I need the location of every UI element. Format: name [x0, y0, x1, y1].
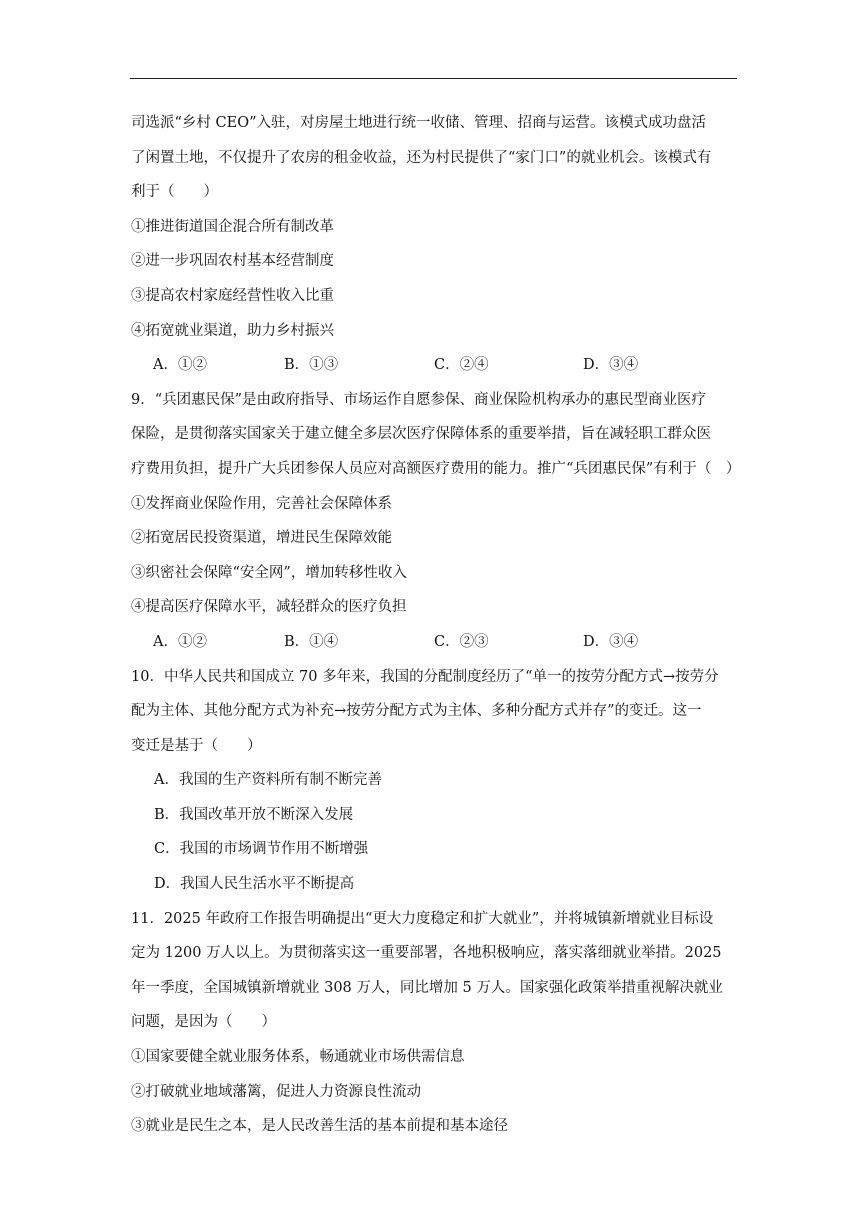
q9-statement-3: ③织密社会保障“安全网”，增加转移性收入 [131, 564, 407, 581]
q8-option-c: C．②④ [434, 357, 489, 374]
q9-option-a: A．①② [153, 633, 207, 650]
q8-statement-3: ③提高农村家庭经营性收入比重 [131, 287, 334, 304]
q9-statement-2: ②拓宽居民投资渠道，增进民生保障效能 [131, 530, 392, 547]
q11-statement-3: ③就业是民生之本，是人民改善生活的基本前提和基本途径 [131, 1118, 508, 1135]
exam-page-content [131, 106, 741, 1144]
q11-statement-1: ①国家要健全就业服务体系，畅通就业市场供需信息 [131, 1049, 465, 1066]
q9-option-d: D．③④ [583, 633, 639, 650]
q9-text-line-2: 保险，是贯彻落实国家关于建立健全多层次医疗保障体系的重要举措，旨在减轻职工群众医 [131, 426, 711, 443]
q11-text-line-3: 年一季度，全国城镇新增就业 308 万人，同比增加 5 万人。国家强化政策举措重视解决就业 [131, 979, 723, 996]
q8-option-a: A．①② [153, 357, 207, 374]
q9-option-b: B．①④ [284, 633, 339, 650]
q8-statement-2: ②进一步巩固农村基本经营制度 [131, 253, 334, 270]
q9-statement-1: ①发挥商业保险作用，完善社会保障体系 [131, 495, 392, 512]
q9-text-line-1: 9．“兵团惠民保”是由政府指导、市场运作自愿参保、商业保险机构承办的惠民型商业医疗 [131, 391, 707, 408]
q8-statement-1: ①推进街道国企混合所有制改革 [131, 218, 334, 235]
q10-option-b: B．我国改革开放不断深入发展 [154, 806, 354, 823]
q11-text-line-4: 问题，是因为（ ） [131, 1014, 276, 1031]
q8-statement-4: ④拓宽就业渠道，助力乡村振兴 [131, 322, 334, 339]
q10-option-d: D．我国人民生活水平不断提高 [154, 876, 355, 893]
q10-option-c: C．我国的市场调节作用不断增强 [154, 841, 369, 858]
q10-text-line-1: 10．中华人民共和国成立 70 多年来，我国的分配制度经历了“单一的按劳分配方式→按劳分 [131, 668, 719, 685]
q11-text-line-2: 定为 1200 万人以上。为贯彻落实这一重要部署，各地积极响应，落实落细就业举措。2025 [131, 945, 722, 962]
q10-option-a: A．我国的生产资料所有制不断完善 [154, 772, 382, 789]
header-rule [130, 78, 737, 79]
q8-options [131, 348, 737, 383]
q8-option-b: B．①③ [284, 357, 339, 374]
q9-options [131, 625, 737, 660]
q9-text-line-3: 疗费用负担，提升广大兵团参保人员应对高额医疗费用的能力。推广“兵团惠民保”有利于（ ） [131, 460, 741, 477]
q8-option-d: D．③④ [583, 357, 639, 374]
q10-text-line-3: 变迁是基于（ ） [131, 737, 262, 754]
q8-text-line-1: 司选派“乡村 CEO”入驻，对房屋土地进行统一收储、管理、招商与运营。该模式成功盘活 [131, 115, 706, 131]
q9-option-c: C．②③ [434, 633, 489, 650]
q9-statement-4: ④提高医疗保障水平，减轻群众的医疗负担 [131, 599, 407, 616]
q8-text-line-3: 利于（ ） [131, 184, 218, 201]
q11-statement-2: ②打破就业地域藩篱，促进人力资源良性流动 [131, 1083, 421, 1100]
q10-text-line-2: 配为主体、其他分配方式为补充→按劳分配方式为主体、多种分配方式并存”的变迁。这一 [131, 703, 702, 720]
q8-text-line-2: 了闲置土地，不仅提升了农房的租金收益，还为村民提供了“家门口”的就业机会。该模式有 [131, 149, 712, 166]
q11-text-line-1: 11．2025 年政府工作报告明确提出“更大力度稳定和扩大就业”，并将城镇新增就业目标设 [131, 910, 714, 927]
